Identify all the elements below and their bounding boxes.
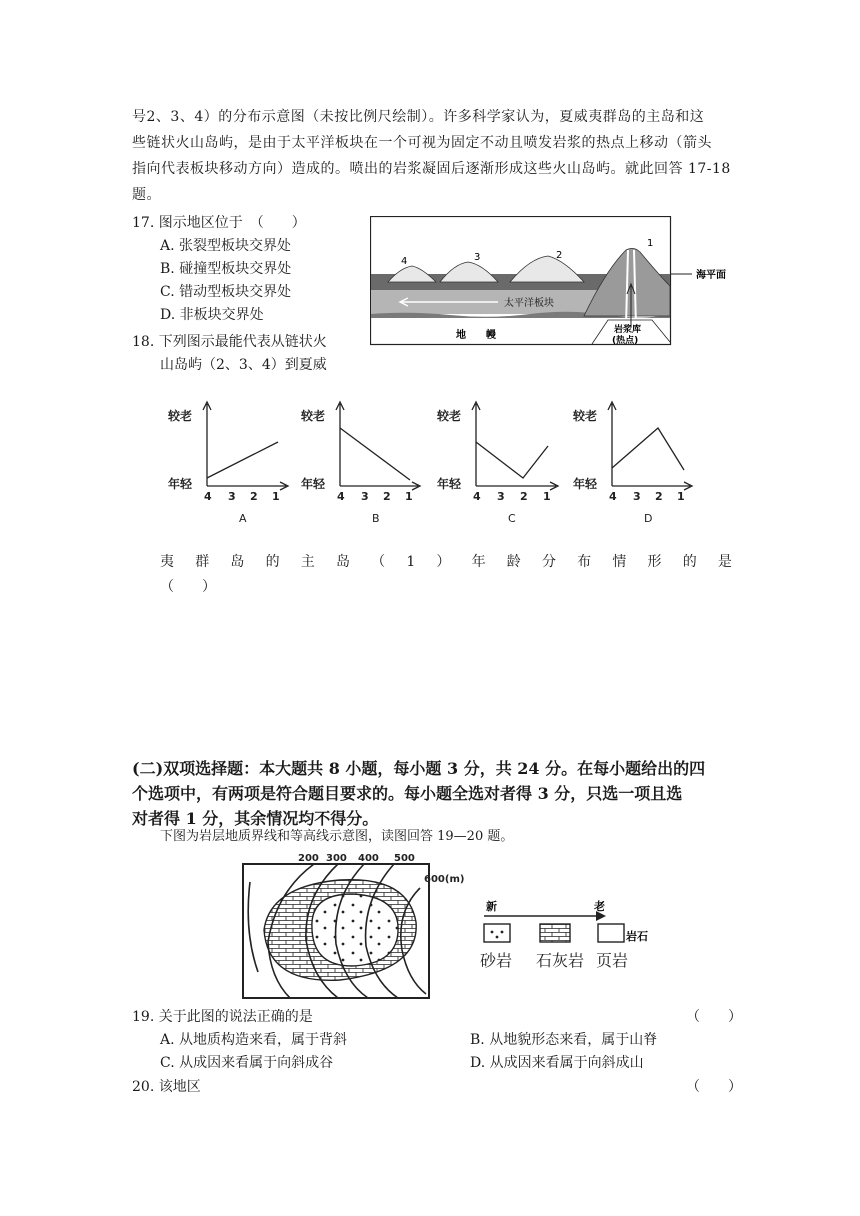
sandstone-label: 砂岩: [480, 951, 513, 970]
intro-paragraph: [132, 104, 732, 208]
volcano-cross-section-figure: [370, 216, 730, 346]
sandstone-swatch: [484, 924, 510, 942]
chart-b-label: B: [372, 512, 380, 525]
chart-b-tick-4: 4: [337, 490, 345, 503]
island-label-4: 4: [401, 256, 408, 267]
chart-c-tick-2: 2: [520, 490, 528, 503]
chart-c-line: [476, 442, 548, 478]
chart-c-tick-4: 4: [473, 490, 481, 503]
q19-stem: 19. 关于此图的说法正确的是: [132, 1009, 313, 1025]
q20-stem: 20. 该地区: [132, 1079, 201, 1095]
chart-c-ytop: 较老: [437, 409, 462, 423]
chart-a-tick-1: 1: [272, 490, 280, 503]
q20-answer-paren[interactable]: （ ）: [686, 1079, 742, 1095]
contour-label-500: 500: [394, 853, 415, 864]
age-charts: [150, 398, 710, 528]
shale-swatch: [598, 924, 624, 942]
q19-option-a[interactable]: A. 从地质构造来看，属于背斜: [160, 1032, 348, 1048]
q18-answer-paren[interactable]: （ ）: [160, 579, 216, 595]
chart-b-tick-3: 3: [361, 490, 369, 503]
chart-d-line: [612, 428, 684, 470]
chart-b-tick-2: 2: [383, 490, 391, 503]
chart-a-tick-4: 4: [204, 490, 212, 503]
q17-option-b[interactable]: B. 碰撞型板块交界处: [160, 261, 292, 277]
limestone-label: 石灰岩: [536, 951, 585, 970]
q19-option-d[interactable]: D. 从成因来看属于向斜成山: [470, 1055, 644, 1071]
chart-d-ytop: 较老: [573, 409, 598, 423]
hotspot-label: (热点): [612, 336, 639, 346]
intro-line-3: 指向代表板块移动方向）造成的。喷出的岩浆凝固后逐渐形成这些火山岛屿。就此回答 17-18: [132, 161, 731, 177]
q18-stem-line-3: 夷 群 岛 的 主 岛 （ 1 ） 年 龄 分 布 情 形 的 是: [160, 554, 732, 570]
mantle-label: 地 幔: [456, 330, 496, 341]
contour-label-200: 200: [298, 853, 319, 864]
section-2-line-3: 对者得 1 分，其余情况均不得分。: [132, 809, 379, 828]
chart-a-line: [207, 442, 278, 478]
chart-d-tick-3: 3: [633, 490, 641, 503]
q17-option-a[interactable]: A. 张裂型板块交界处: [160, 238, 292, 254]
chart-d-tick-1: 1: [677, 490, 685, 503]
legend-new: 新: [486, 900, 497, 913]
figure-intro: 下图为岩层地质界线和等高线示意图，读图回答 19—20 题。: [160, 829, 514, 844]
legend-old: 老: [594, 900, 605, 913]
intro-line-4: 题。: [132, 187, 161, 203]
q19-answer-paren[interactable]: （ ）: [686, 1009, 742, 1025]
limestone-swatch: [540, 924, 570, 942]
section-2-line-2: 个选项中，有两项是符合题目要求的。每小题全选对者得 3 分，只选一项且选: [132, 784, 683, 803]
sea-level-label: 海平面: [696, 270, 726, 281]
chart-b-ybottom: 年轻: [301, 477, 326, 491]
section-2-line-1: (二)双项选择题：本大题共 8 小题，每小题 3 分，共 24 分。在每小题给出的四: [132, 759, 706, 778]
island-label-3: 3: [474, 252, 481, 263]
chart-d-tick-2: 2: [655, 490, 663, 503]
contour-label-600: 600(m): [424, 874, 465, 885]
chart-c-label: C: [508, 512, 516, 525]
geology-contour-figure: [240, 852, 740, 1000]
chart-a-label: A: [239, 512, 247, 525]
chart-b-line: [340, 428, 410, 480]
intro-line-2: 些链状火山岛屿，是由于太平洋板块在一个可视为固定不动且喷发岩浆的热点上移动（箭头: [132, 135, 712, 151]
q18-stem-line-1: 18. 下列图示最能代表从链状火: [132, 334, 327, 350]
section-2-heading: [132, 756, 732, 831]
island-label-2: 2: [556, 250, 563, 261]
q17-option-d[interactable]: D. 非板块交界处: [160, 307, 264, 323]
q18-stem-line-2: 山岛屿（2、3、4）到夏威: [160, 357, 327, 373]
chart-d-label: D: [644, 512, 653, 525]
chart-c-tick-3: 3: [497, 490, 505, 503]
island-label-1: 1: [647, 238, 654, 249]
chart-b-tick-1: 1: [405, 490, 413, 503]
chart-a-ybottom: 年轻: [168, 477, 193, 491]
chart-c-ybottom: 年轻: [437, 477, 462, 491]
chart-a-tick-2: 2: [250, 490, 258, 503]
chart-b-ytop: 较老: [301, 409, 326, 423]
q17-option-c[interactable]: C. 错动型板块交界处: [160, 284, 292, 300]
q17-stem: 17. 图示地区位于 （ ）: [132, 215, 306, 231]
pacific-plate-label: 太平洋板块: [504, 298, 554, 309]
contour-label-400: 400: [358, 853, 379, 864]
legend-rock-label: 岩石: [626, 930, 648, 943]
chart-a-ytop: 较老: [168, 409, 193, 423]
q19-option-b[interactable]: B. 从地貌形态来看，属于山脊: [470, 1032, 658, 1048]
shale-label: 页岩: [596, 951, 629, 970]
magma-chamber-label: 岩浆库: [614, 325, 642, 335]
chart-d-tick-4: 4: [609, 490, 617, 503]
intro-line-1: 号2、3、4）的分布示意图（未按比例尺绘制）。许多科学家认为，夏威夷群岛的主岛和这: [132, 109, 705, 125]
contour-label-300: 300: [326, 853, 347, 864]
chart-a-tick-3: 3: [228, 490, 236, 503]
chart-d-ybottom: 年轻: [573, 477, 598, 491]
chart-c-tick-1: 1: [543, 490, 551, 503]
q19-option-c[interactable]: C. 从成因来看属于向斜成谷: [160, 1055, 334, 1071]
